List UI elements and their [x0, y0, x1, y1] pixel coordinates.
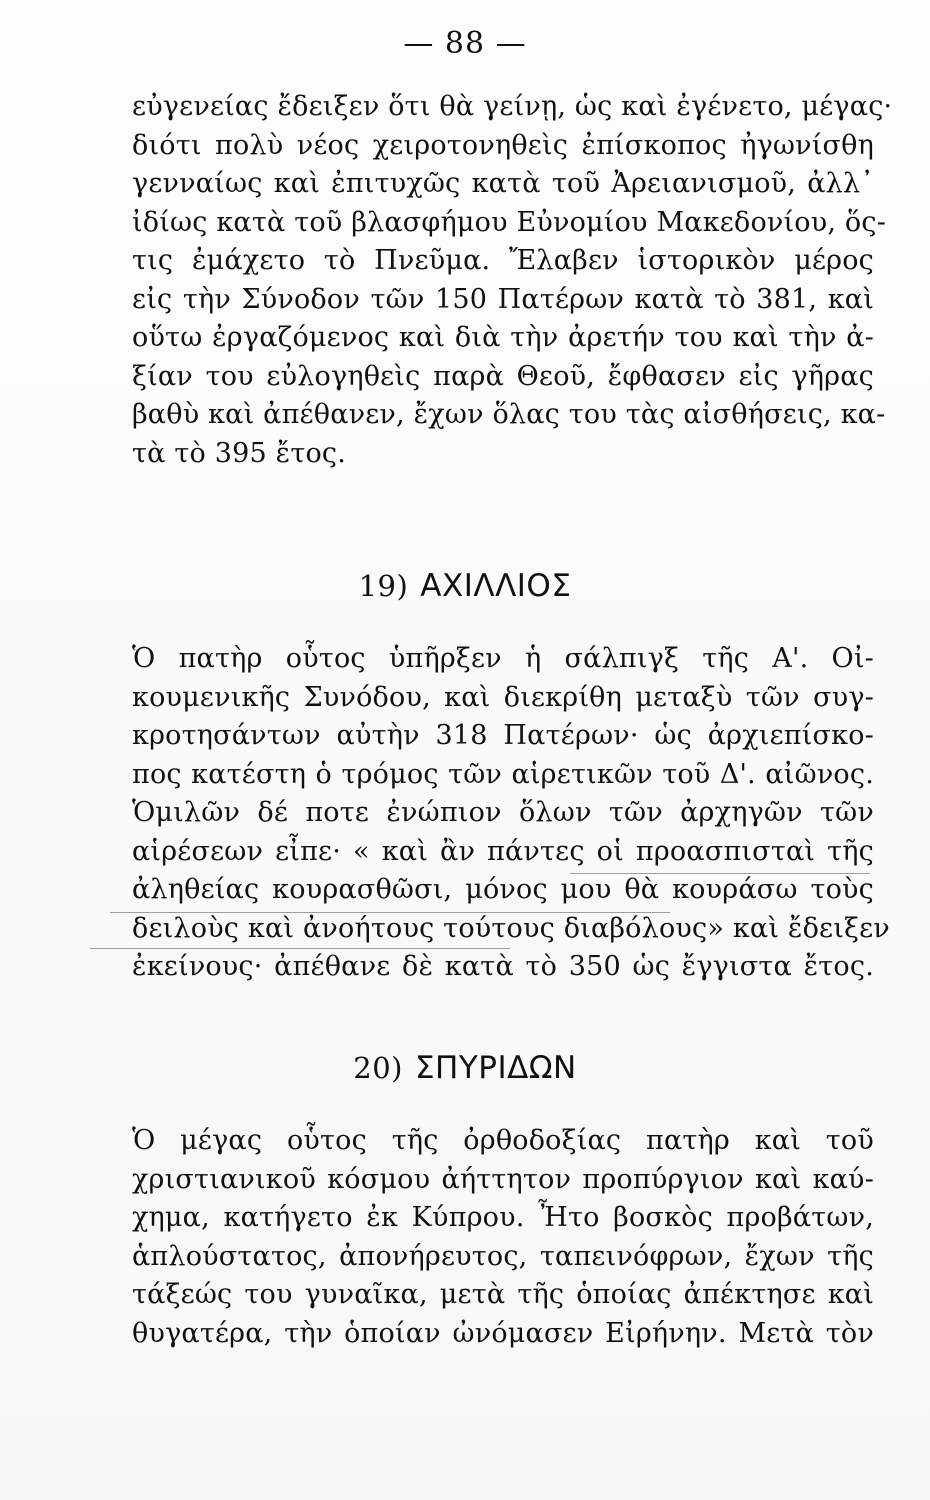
text-line: κροτησάντων αὐτὴν 318 Πατέρων· ὡς ἀρχιεπίσκο- — [132, 720, 874, 751]
section-number: 20) — [353, 1051, 403, 1085]
text-line: εὐγενείας ἔδειξεν ὅτι θὰ γείνῃ, ὡς καὶ ἐγένετο, μέγας· — [132, 91, 893, 122]
text-line: ἰδίως κατὰ τοῦ βλασφήμου Εὐνομίου Μακεδονίου, ὅς- — [132, 206, 887, 238]
section-20-paragraph — [132, 1122, 874, 1353]
text-line: θυγατέρα, τὴν ὁποίαν ὠνόμασεν Εἰρήνην. Μετὰ τὸν — [132, 1317, 874, 1349]
text-line: κουμενικῆς Συνόδου, καὶ διεκρίθη μεταξὺ τῶν συγ- — [132, 681, 874, 713]
text-line: ξίαν του εὐλογηθεὶς παρὰ Θεοῦ, ἔφθασεν εἰς γῆρας — [132, 360, 874, 392]
text-line: εἰς τὴν Σύνοδον τῶν 150 Πατέρων κατὰ τὸ 381, καὶ — [132, 283, 874, 315]
section-19-paragraph — [132, 640, 890, 987]
text-line: δειλοὺς καὶ ἀνοήτους τούτους διαβόλους» καὶ ἔδειξεν — [132, 912, 890, 944]
text-line: γενναίως καὶ ἐπιτυχῶς κατὰ τοῦ Ἀρειανισμοῦ, ἀλλ᾿ — [132, 168, 874, 199]
text-line: ἐκείνους· ἀπέθανε δὲ κατὰ τὸ 350 ὡς ἔγγιστα ἔτος. — [132, 951, 874, 982]
section-heading-20 — [0, 1050, 930, 1086]
text-line: τὰ τὸ 395 ἔτος. — [132, 437, 347, 469]
text-line: βαθὺ καὶ ἀπέθανεν, ἔχων ὅλας του τὰς αἰσθήσεις, κα- — [132, 399, 886, 430]
text-line: χημα, κατήγετο ἐκ Κύπρου. Ἦτο βοσκὸς προβάτων, — [132, 1202, 874, 1233]
handwritten-underline — [90, 948, 510, 949]
text-line: Ὁ μέγας οὗτος τῆς ὀρθοδοξίας πατὴρ καὶ τοῦ — [132, 1125, 874, 1156]
text-line: ἁπλούστατος, ἀπονήρευτος, ταπεινόφρων, ἔχων τῆς — [132, 1240, 874, 1272]
section-title: ΣΠΥΡΙΔΩΝ — [414, 1050, 577, 1086]
handwritten-underline — [110, 912, 670, 913]
text-line: τις ἐμάχετο τὸ Πνεῦμα. Ἔλαβεν ἱστορικὸν μέρος — [132, 245, 874, 276]
section-number: 19) — [358, 569, 409, 603]
section-heading-19 — [0, 568, 930, 604]
text-line: χριστιανικοῦ κόσμου ἀήττητον προπύργιον καὶ καύ- — [132, 1163, 874, 1195]
section-title: ΑΧΙΛΛΙΟΣ — [420, 568, 572, 604]
page-number: — 88 — — [403, 26, 527, 61]
text-line: Ὁ πατὴρ οὗτος ὑπῆρξεν ἡ σάλπιγξ τῆς Α'. Οἰ- — [132, 643, 874, 674]
handwritten-underline — [570, 873, 870, 874]
text-line: πος κατέστη ὁ τρόμος τῶν αἱρετικῶν τοῦ Δ'. αἰῶνος. — [132, 758, 874, 790]
text-line: Ὁμιλῶν δέ ποτε ἐνώπιον ὅλων τῶν ἀρχηγῶν τῶν — [132, 797, 874, 828]
text-line: τάξεώς του γυναῖκα, μετὰ τῆς ὁποίας ἀπέκτησε καὶ — [132, 1279, 874, 1310]
text-line: οὕτω ἐργαζόμενος καὶ διὰ τὴν ἀρετήν του καὶ τὴν ἀ- — [132, 322, 874, 353]
intro-paragraph — [132, 88, 893, 473]
text-line: διότι πολὺ νέος χειροτονηθεὶς ἐπίσκοπος ἠγωνίσθη — [132, 129, 874, 161]
text-line: αἱρέσεων εἶπε· « καὶ ἂν πάντες οἱ προασπισταὶ τῆς — [132, 835, 874, 867]
text-line: ἀληθείας κουρασθῶσι, μόνος μου θὰ κουράσω τοὺς — [132, 874, 874, 905]
